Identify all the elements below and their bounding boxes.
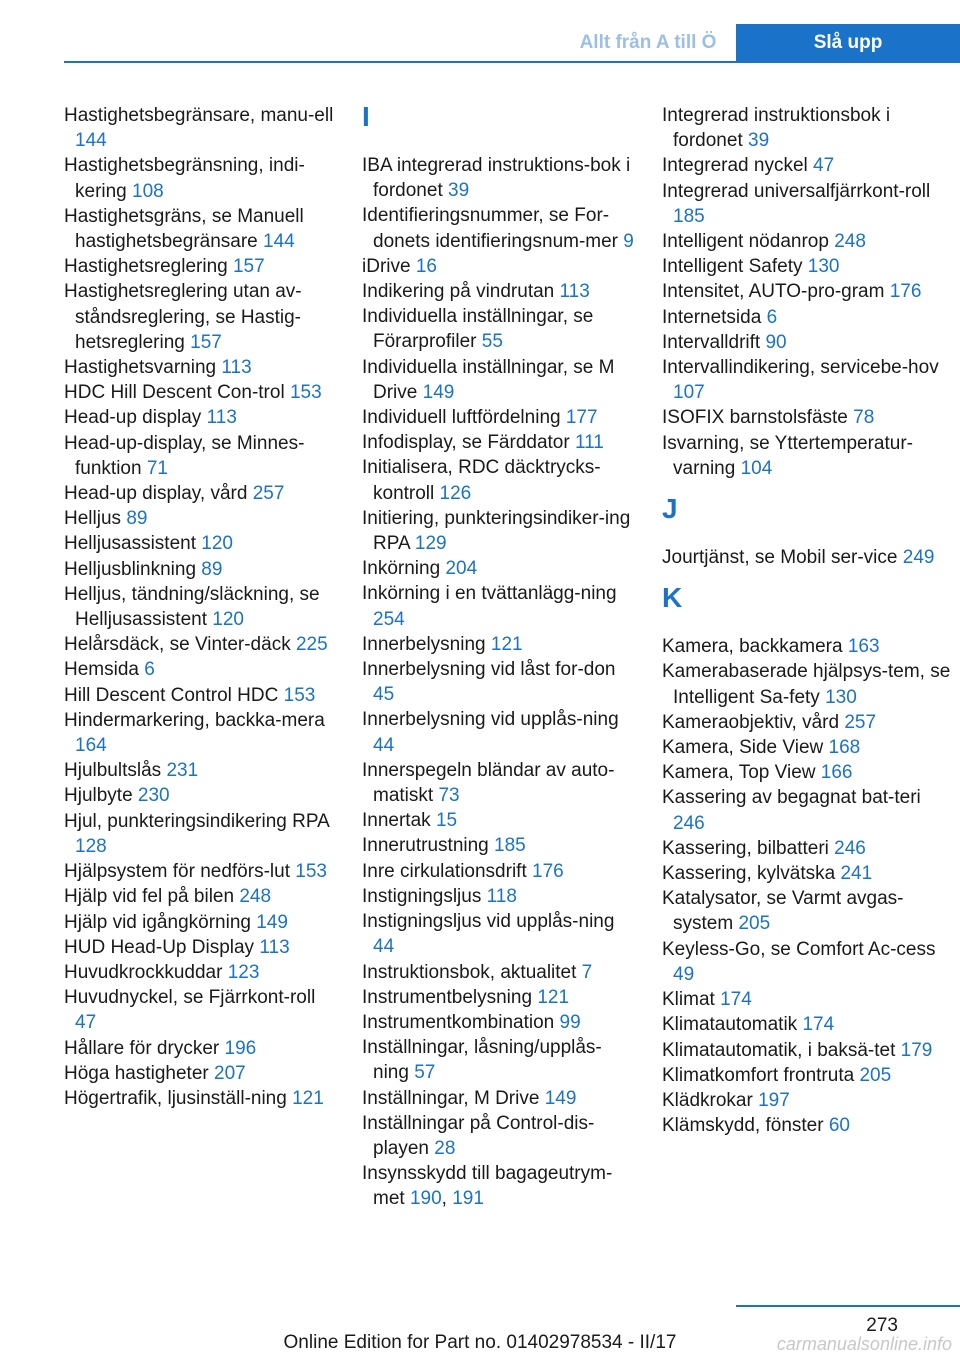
page-number: 273 <box>866 1315 898 1336</box>
index-entry <box>362 581 634 631</box>
page-link[interactable]: 191 <box>452 1188 484 1210</box>
page-link[interactable]: 45 <box>373 684 395 706</box>
index-entry-text: HDC Hill Descent Con-trol <box>64 382 290 404</box>
index-entry-text: Inställningar, låsning/upplås-ning <box>362 1037 602 1084</box>
index-entry <box>362 1035 634 1085</box>
page-link[interactable]: 121 <box>537 986 570 1008</box>
index-entry <box>64 884 336 909</box>
page-link[interactable]: 90 <box>765 331 787 353</box>
page-link[interactable]: 174 <box>802 1014 835 1036</box>
page-link[interactable]: 149 <box>422 381 455 403</box>
index-entry <box>362 455 634 505</box>
index-entry-text: Innerbelysning vid låst for-don <box>362 659 616 681</box>
index-entry-text: Indikering på vindrutan <box>362 281 560 303</box>
index-entry-text: Intensitet, AUTO-pro-gram <box>662 281 890 303</box>
index-entry <box>64 1086 336 1111</box>
index-entry-text: Internetsida <box>662 306 767 328</box>
index-entry-text: Instruktionsbok, aktualitet <box>362 961 582 983</box>
index-entry <box>362 430 634 455</box>
index-entry <box>362 556 634 581</box>
index-entry-text: IBA integrerad instruktions-bok i fordonet <box>362 155 631 202</box>
page-link[interactable]: 164 <box>75 735 107 757</box>
index-entry-text: Hill Descent Control HDC <box>64 684 284 706</box>
index-entry <box>362 960 634 985</box>
index-column-2 <box>362 103 634 1212</box>
page-link[interactable]: 113 <box>221 357 252 379</box>
page-link[interactable]: 60 <box>828 1115 850 1137</box>
page-link[interactable]: 157 <box>190 331 222 353</box>
index-entry <box>362 405 634 430</box>
index-entry <box>662 179 952 229</box>
index-entry <box>662 1088 952 1113</box>
index-entry-text: Huvudnyckel, se Fjärrkont-roll <box>64 987 316 1009</box>
page-link[interactable]: 108 <box>132 180 164 202</box>
index-entry-text: Klimatautomatik, i baksä-tet <box>662 1039 901 1061</box>
index-entry <box>362 254 634 279</box>
index-letter-heading: K <box>662 582 683 614</box>
page-link[interactable]: 49 <box>673 963 695 985</box>
index-entry-text: Helljusassistent <box>64 533 202 555</box>
index-entry-text: Huvudkrockkuddar <box>64 961 228 983</box>
index-entry <box>64 431 336 481</box>
page-link[interactable]: 149 <box>256 911 288 933</box>
page-link[interactable]: 104 <box>740 457 773 479</box>
index-entry <box>64 758 336 783</box>
index-entry <box>64 935 336 960</box>
index-entry-text: Inställningar, M Drive <box>362 1087 545 1109</box>
page-link[interactable]: 257 <box>844 711 877 733</box>
index-entry-text: Helårsdäck, se Vinter-däck <box>64 634 296 656</box>
index-letter-heading: J <box>662 493 678 525</box>
page-link[interactable]: 246 <box>673 812 705 834</box>
page-link[interactable]: 163 <box>847 636 880 658</box>
index-column-3 <box>662 103 952 1138</box>
index-entry <box>362 758 634 808</box>
page-link[interactable]: 176 <box>889 281 922 303</box>
index-entry-text: Initiering, punkteringsindiker-ing RPA <box>362 507 631 555</box>
page-link[interactable]: 128 <box>75 835 107 857</box>
index-entry <box>64 809 336 859</box>
index-entry <box>662 1063 952 1088</box>
page-link[interactable]: 144 <box>263 231 295 253</box>
index-entry-text: Hållare för drycker <box>64 1037 225 1059</box>
index-entry <box>662 634 952 659</box>
index-entry-text: Innertak <box>362 810 436 832</box>
index-entry-text: Hastighetsbegränsare, manu-ell <box>64 105 334 126</box>
index-entry-text: Hemsida <box>64 659 145 681</box>
page-link[interactable]: 246 <box>834 837 866 859</box>
index-entry <box>362 203 634 253</box>
index-entry <box>64 405 336 430</box>
page-link[interactable]: 248 <box>239 886 272 908</box>
page-link[interactable]: 71 <box>146 457 168 479</box>
index-entry-text: iDrive <box>362 255 416 277</box>
index-entry-text: Helljus, tändning/släckning, se Helljusassistent <box>64 583 320 631</box>
index-entry-text: Hastighetsvarning <box>64 357 222 379</box>
index-entry <box>362 506 634 556</box>
index-entry <box>362 808 634 833</box>
page-link[interactable]: 120 <box>201 533 233 555</box>
index-entry-text: Hastighetsreglering <box>64 256 233 278</box>
page-link[interactable]: 28 <box>434 1137 456 1159</box>
page-link[interactable]: 120 <box>212 609 244 631</box>
index-entry <box>64 985 336 1035</box>
index-entry-text: Kamera, Top View <box>662 762 821 784</box>
index-entry-text: Kamerabaserade hjälpsys-tem, se Intelligent Sa-fety <box>662 661 951 708</box>
page-link[interactable]: 204 <box>445 558 478 580</box>
index-entry <box>662 735 952 760</box>
index-entry-text: Katalysator, se Varmt avgas-system <box>662 888 904 935</box>
page-link[interactable]: 176 <box>532 860 564 882</box>
index-entry <box>64 859 336 884</box>
index-entry <box>362 355 634 405</box>
page-link[interactable]: 123 <box>227 961 260 983</box>
index-entry <box>662 710 952 735</box>
index-entry <box>64 531 336 556</box>
index-entry <box>64 355 336 380</box>
index-entry-text: Integrerad instruktionsbok i fordonet <box>662 105 891 152</box>
page-link[interactable]: 89 <box>201 558 223 580</box>
page-link[interactable]: 107 <box>673 382 705 404</box>
page-link[interactable]: 47 <box>75 1012 97 1034</box>
page-separator: , <box>441 1188 453 1210</box>
index-entry-text: Kassering av begagnat bat-teri <box>662 787 921 809</box>
index-entry <box>64 279 336 355</box>
index-entry-text: Klimatkomfort frontruta <box>662 1064 860 1086</box>
index-entry-text: Isvarning, se Yttertemperatur-varning <box>662 432 913 479</box>
page-link[interactable]: 179 <box>900 1039 933 1061</box>
page-link[interactable]: 113 <box>559 281 590 303</box>
index-entry <box>362 304 634 354</box>
index-entry-text: Head-up display, vård <box>64 483 253 505</box>
index-entry-text: Head-up-display, se Minnes-funktion <box>64 432 305 479</box>
index-entry <box>64 960 336 985</box>
page-link[interactable]: 47 <box>813 155 835 177</box>
index-entry-text: Inkörning i en tvättanlägg-ning <box>362 583 617 605</box>
index-letter-heading: I <box>362 101 370 132</box>
index-entry-text: Klimatautomatik <box>662 1014 803 1036</box>
index-entry-text: Intervallindikering, servicebe-hov <box>662 357 939 379</box>
index-entry <box>362 909 634 959</box>
index-entry <box>64 481 336 506</box>
page-link[interactable]: 57 <box>414 1062 436 1084</box>
index-entry <box>362 1086 634 1111</box>
page-link[interactable]: 144 <box>75 130 107 152</box>
index-entry <box>362 859 634 884</box>
page-link[interactable]: 231 <box>166 760 199 782</box>
page-link[interactable]: 39 <box>448 180 470 202</box>
index-entry <box>662 254 952 279</box>
page-link[interactable]: 121 <box>292 1087 324 1109</box>
page-link[interactable]: 190 <box>409 1188 442 1210</box>
index-entry <box>662 1038 952 1063</box>
index-entry-text: Integrerad universalfjärrkont-roll <box>662 180 931 202</box>
index-entry-text: Höga hastigheter <box>64 1062 214 1084</box>
index-entry-text: Hjulbyte <box>64 785 138 807</box>
page-link[interactable]: 129 <box>414 533 447 555</box>
index-entry <box>662 355 952 405</box>
page-link[interactable]: 168 <box>828 737 861 759</box>
index-entry-text: Infodisplay, se Färddator <box>362 432 575 454</box>
page-link[interactable]: 130 <box>825 686 857 708</box>
index-entry <box>662 103 952 153</box>
page-link[interactable]: 166 <box>820 762 853 784</box>
index-entry <box>362 707 634 757</box>
index-entry-text: Insynsskydd till bagageutrym-met <box>362 1163 613 1210</box>
page-link[interactable]: 185 <box>494 835 526 857</box>
page-link[interactable]: 153 <box>289 382 322 404</box>
page-link[interactable]: 44 <box>373 734 395 756</box>
index-entry <box>64 380 336 405</box>
index-entry <box>662 305 952 330</box>
index-column-1 <box>64 103 336 1111</box>
index-entry-text: Intervalldrift <box>662 331 766 353</box>
index-entry-text: Individuell luftfördelning <box>362 407 566 429</box>
index-entry <box>64 582 336 632</box>
index-entry <box>662 431 952 481</box>
index-entry <box>64 204 336 254</box>
index-entry <box>64 1061 336 1086</box>
index-entry <box>662 861 952 886</box>
index-entry <box>662 279 952 304</box>
index-entry-text: Jourtjänst, se Mobil ser-vice <box>662 547 903 569</box>
page-link[interactable]: 73 <box>438 785 460 807</box>
index-entry <box>64 506 336 531</box>
page-link[interactable]: 113 <box>206 407 237 429</box>
index-entry <box>362 1111 634 1161</box>
index-entry-text: Klädkrokar <box>662 1089 759 1111</box>
edition-text: Online Edition for Part no. 01402978534 - II/17 <box>283 1332 677 1353</box>
footer-divider <box>736 1305 960 1307</box>
page-link[interactable]: 196 <box>224 1037 257 1059</box>
index-entry-text: Individuella inställningar, se Förarprofiler <box>362 306 594 353</box>
index-entry <box>362 1010 634 1035</box>
index-entry-text: Hastighetsreglering utan av-ståndsreglering, se Hastig-hetsreglering <box>64 281 302 353</box>
index-entry-text: Inre cirkulationsdrift <box>362 860 533 882</box>
index-entry <box>662 1113 952 1138</box>
index-entry-text: Innerutrustning <box>362 835 495 857</box>
index-entry-text: Kassering, bilbatteri <box>662 837 835 859</box>
index-entry <box>64 254 336 279</box>
index-entry-text: Instrumentbelysning <box>362 986 538 1008</box>
index-entry-text: Inkörning <box>362 558 446 580</box>
index-entry-text: Inställningar på Control-dis-playen <box>362 1112 595 1159</box>
index-entry-text: Kassering, kylvätska <box>662 863 841 885</box>
watermark: carmanualsonline.info <box>776 1334 952 1354</box>
page-link[interactable]: 7 <box>581 961 593 983</box>
page-link[interactable]: 78 <box>853 407 875 429</box>
page-link[interactable]: 174 <box>720 989 752 1011</box>
page-link[interactable]: 197 <box>758 1089 790 1111</box>
index-entry <box>662 937 952 987</box>
index-entry <box>662 545 952 570</box>
index-entry <box>64 103 336 153</box>
page-link[interactable]: 153 <box>295 861 327 883</box>
index-entry <box>362 632 634 657</box>
page-link[interactable]: 9 <box>623 230 634 252</box>
index-entry-text: Identifieringsnummer, se For-donets identifieringsnum-mer <box>362 205 624 252</box>
index-entry-text: Hjälp vid fel på bilen <box>64 886 240 908</box>
page-link[interactable]: 248 <box>834 231 866 253</box>
index-entry-text: Hjälpsystem för nedförs-lut <box>64 861 296 883</box>
index-entry <box>662 836 952 861</box>
page-link[interactable]: 39 <box>748 130 770 152</box>
index-entry-text: Intelligent Safety <box>662 256 808 278</box>
index-entry-text: Instigningsljus <box>362 885 487 907</box>
page-link[interactable]: 99 <box>559 1011 581 1033</box>
index-entry-text: Hjul, punkteringsindikering RPA <box>64 810 329 832</box>
page-link[interactable]: 153 <box>283 684 316 706</box>
page-link[interactable]: 207 <box>214 1062 246 1084</box>
page-link[interactable]: 257 <box>252 483 285 505</box>
page-link[interactable]: 177 <box>565 407 598 429</box>
index-entry <box>362 985 634 1010</box>
index-entry-text: Kameraobjektiv, vård <box>662 711 845 733</box>
index-entry-text: Hjälp vid igångkörning <box>64 911 257 933</box>
index-entry-text: Helljusblinkning <box>64 558 202 580</box>
index-entry <box>662 405 952 430</box>
index-entry <box>64 783 336 808</box>
index-entry-text: Individuella inställningar, se M Drive <box>362 356 615 403</box>
page-link[interactable]: 230 <box>137 785 170 807</box>
index-entry <box>662 785 952 835</box>
page-link[interactable]: 6 <box>144 659 155 681</box>
index-entry <box>64 153 336 203</box>
index-entry <box>64 557 336 582</box>
index-entry <box>64 1036 336 1061</box>
page-link[interactable]: 44 <box>373 936 395 958</box>
page-link[interactable]: 6 <box>766 306 778 328</box>
index-entry-text: Kamera, Side View <box>662 737 829 759</box>
index-entry-text: Innerspegeln bländar av auto-matiskt <box>362 759 615 807</box>
page-link[interactable]: 205 <box>738 913 771 935</box>
index-entry-text: Head-up display <box>64 407 207 429</box>
index-entry <box>662 1012 952 1037</box>
index-entry <box>362 279 634 304</box>
index-entry-text: Keyless-Go, se Comfort Ac-cess <box>662 938 936 960</box>
index-entry-text: Hastighetsgräns, se Manuell hastighetsbegränsare <box>64 205 304 253</box>
index-entry <box>64 910 336 935</box>
index-entry <box>662 229 952 254</box>
tab-sla-upp[interactable]: Slå upp <box>736 24 960 62</box>
page-link[interactable]: 55 <box>481 331 503 353</box>
index-entry <box>64 632 336 657</box>
page-link[interactable]: 225 <box>295 634 328 656</box>
tab-allt-fran-a-till-o[interactable]: Allt från A till Ö <box>579 32 717 53</box>
index-entry-text: Instrumentkombination <box>362 1011 560 1033</box>
index-entry <box>662 330 952 355</box>
index-entry <box>662 659 952 709</box>
page-link[interactable]: 121 <box>490 633 523 655</box>
page-link[interactable]: 118 <box>486 885 517 907</box>
header-divider <box>64 61 960 63</box>
page-link[interactable]: 111 <box>574 432 604 454</box>
index-entry <box>362 884 634 909</box>
index-entry <box>64 708 336 758</box>
page-link[interactable]: 241 <box>840 863 873 885</box>
page-link[interactable]: 126 <box>439 482 472 504</box>
index-entry-text: Instigningsljus vid upplås-ning <box>362 911 615 933</box>
page-link[interactable]: 249 <box>902 547 935 569</box>
page-link[interactable]: 15 <box>435 810 458 832</box>
page-link[interactable]: 130 <box>807 256 840 278</box>
index-entry-text: Klimat <box>662 989 721 1011</box>
index-entry-text: Integrerad nyckel <box>662 155 814 177</box>
index-entry <box>362 833 634 858</box>
index-entry-text: HUD Head-Up Display <box>64 936 260 958</box>
index-entry <box>662 987 952 1012</box>
page-link[interactable]: 205 <box>859 1064 892 1086</box>
page-link[interactable]: 113 <box>259 936 290 958</box>
index-entry-text: Hindermarkering, backka-mera <box>64 709 325 731</box>
index-entry-text: Innerbelysning vid upplås-ning <box>362 709 619 731</box>
index-entry-text: Initialisera, RDC däcktrycks-kontroll <box>362 457 601 504</box>
index-entry <box>64 657 336 682</box>
index-entry <box>362 1161 634 1211</box>
index-entry-text: ISOFIX barnstolsfäste <box>662 407 854 429</box>
page-link[interactable]: 157 <box>232 256 265 278</box>
index-entry <box>662 760 952 785</box>
index-entry <box>662 886 952 936</box>
index-entry-text: Klämskydd, fönster <box>662 1115 829 1137</box>
page-link[interactable]: 149 <box>544 1087 577 1109</box>
index-entry <box>362 153 634 203</box>
index-entry-text: Intelligent nödanrop <box>662 231 835 253</box>
index-entry-text: Kamera, backkamera <box>662 636 848 658</box>
page-link[interactable]: 16 <box>415 255 437 277</box>
index-entry <box>362 657 634 707</box>
index-entry-text: Helljus <box>64 508 127 530</box>
page-link[interactable]: 89 <box>126 508 148 530</box>
index-entry-text: Innerbelysning <box>362 633 491 655</box>
index-entry <box>64 683 336 708</box>
index-entry-text: Hjulbultslås <box>64 760 167 782</box>
index-entry <box>662 153 952 178</box>
index-entry-text: Högertrafik, ljusinställ-ning <box>64 1087 293 1109</box>
index-entry-text: Hastighetsbegränsning, indi-kering <box>64 155 305 202</box>
page-link[interactable]: 254 <box>373 608 405 630</box>
page-link[interactable]: 185 <box>673 205 705 227</box>
